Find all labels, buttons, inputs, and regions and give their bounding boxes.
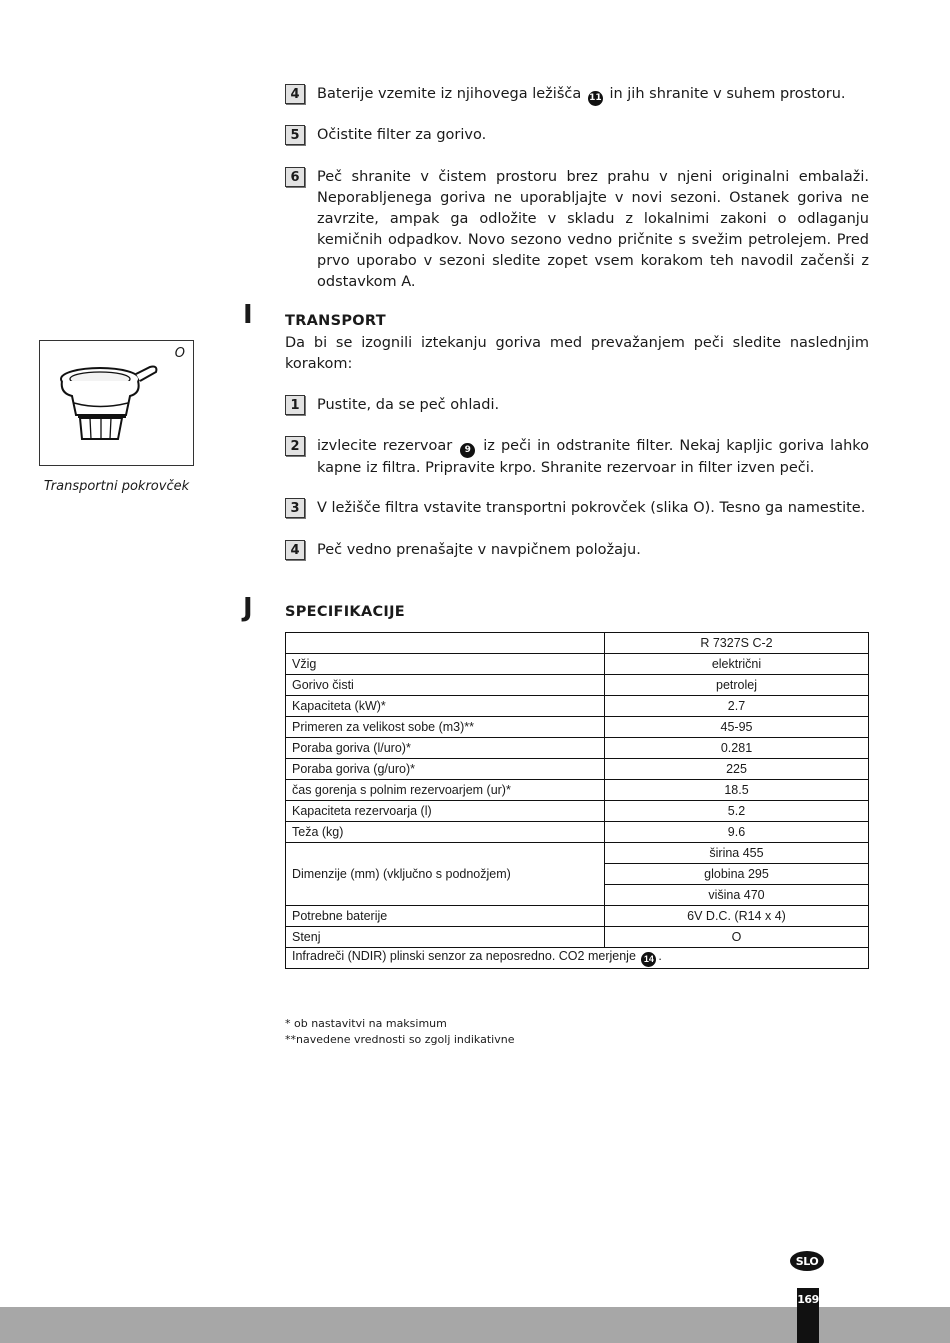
table-row <box>286 780 869 801</box>
spec-label: čas gorenja s polnim rezervoarjem (ur)* <box>286 780 605 801</box>
spec-label: Teža (kg) <box>286 822 605 843</box>
table-row <box>286 675 869 696</box>
spec-value: 45-95 <box>605 717 869 738</box>
section-title-specifikacije: SPECIFIKACIJE <box>285 604 406 620</box>
step-6-top <box>285 167 869 293</box>
spec-value: 9.6 <box>605 822 869 843</box>
spec-value: globina 295 <box>605 864 869 885</box>
reference-number-icon: 11 <box>588 91 603 106</box>
spec-label: Potrebne baterije <box>286 906 605 927</box>
reference-number-icon: 14 <box>641 952 656 967</box>
step-text: izvlecite rezervoar 9 iz peči in odstranite filter. Nekaj kapljic goriva lahko kapne iz filtra. Pripravite krpo. Shranite rezervoar in filter izven peči. <box>317 438 870 476</box>
table-row <box>286 738 869 759</box>
spec-label: Kapaciteta (kW)* <box>286 696 605 717</box>
step-number: 5 <box>285 125 305 145</box>
sensor-row: Infradreči (NDIR) plinski senzor za neposredno. CO2 merjenje 14 . <box>286 948 869 969</box>
spec-value: 2.7 <box>605 696 869 717</box>
table-row <box>286 654 869 675</box>
step-text: Peč vedno prenašajte v navpičnem položaju. <box>317 542 641 558</box>
step-text: Baterije vzemite iz njihovega ležišča 11 in jih shranite v suhem prostoru. <box>317 84 869 106</box>
specifications-table <box>285 632 869 969</box>
section-letter-i: I <box>243 300 253 330</box>
transport-step-4 <box>285 540 869 561</box>
step-text: Očistite filter za gorivo. <box>317 127 487 143</box>
spec-value: širina 455 <box>605 843 869 864</box>
step-number: 2 <box>285 436 305 456</box>
table-row <box>286 717 869 738</box>
step-number: 3 <box>285 498 305 518</box>
section-title-transport: TRANSPORT <box>285 313 386 329</box>
spec-label: Primeren za velikost sobe (m3)** <box>286 717 605 738</box>
step-text: V ležišče filtra vstavite transportni pokrovček (slika O). Tesno ga namestite. <box>317 500 866 516</box>
language-badge: SLO <box>790 1251 824 1271</box>
spec-label: Stenj <box>286 927 605 948</box>
table-row <box>286 906 869 927</box>
table-cell <box>286 633 605 654</box>
spec-label: Dimenzije (mm) (vključno s podnožjem) <box>286 843 605 906</box>
spec-label: Gorivo čisti <box>286 675 605 696</box>
figure-letter: O <box>174 346 185 361</box>
spec-value: 0.281 <box>605 738 869 759</box>
spec-value: višina 470 <box>605 885 869 906</box>
step-number: 4 <box>285 540 305 560</box>
step-5-top <box>285 125 869 146</box>
spec-label: Kapaciteta rezervoarja (l) <box>286 801 605 822</box>
transport-step-1 <box>285 395 869 416</box>
table-row <box>286 633 869 654</box>
figure-o <box>39 340 194 466</box>
spec-value: 6V D.C. (R14 x 4) <box>605 906 869 927</box>
spec-value: električni <box>605 654 869 675</box>
table-row <box>286 696 869 717</box>
spec-label: Poraba goriva (l/uro)* <box>286 738 605 759</box>
section-intro: Da bi se izognili iztekanju goriva med prevažanjem peči sledite naslednjim korakom: <box>285 335 869 372</box>
page-number: 169 <box>797 1288 819 1343</box>
spec-value: petrolej <box>605 675 869 696</box>
transport-step-3 <box>285 498 869 519</box>
spec-value: 5.2 <box>605 801 869 822</box>
model-header: R 7327S C-2 <box>605 633 869 654</box>
table-row <box>286 759 869 780</box>
table-row <box>286 927 869 948</box>
spec-value: 225 <box>605 759 869 780</box>
footnote: **navedene vrednosti so zgolj indikativne <box>285 1033 515 1046</box>
reference-number-icon: 9 <box>460 443 475 458</box>
figure-caption: Transportni pokrovček <box>43 479 190 494</box>
table-row <box>286 843 869 864</box>
spec-value: 18.5 <box>605 780 869 801</box>
table-row <box>286 822 869 843</box>
spec-label: Poraba goriva (g/uro)* <box>286 759 605 780</box>
spec-label: Vžig <box>286 654 605 675</box>
transport-cap-illustration-icon <box>40 341 195 467</box>
step-number: 4 <box>285 84 305 104</box>
transport-step-2 <box>285 436 869 479</box>
table-row <box>286 801 869 822</box>
step-text: Peč shranite v čistem prostoru brez prahu v njeni originalni embalaži. Neporabljenega goriva ne uporabljajte v novi sezoni. Ostanek goriva ne zavrzite, ampak ga odložite v skladu z lokalnimi zakoni o odlaganju kemičnih odpadkov. Novo sezono vedno pričnite s svežim petrolejem. Pred prvo uporabo v sezoni sledite zopet vsem korakom teh navodil začenši z odstavkom A. <box>317 169 869 290</box>
spec-value: O <box>605 927 869 948</box>
footnote: * ob nastavitvi na maksimum <box>285 1017 447 1030</box>
table-row <box>286 948 869 969</box>
step-4-top <box>285 84 869 106</box>
step-number: 1 <box>285 395 305 415</box>
section-letter-j: J <box>243 593 253 623</box>
step-text: Pustite, da se peč ohladi. <box>317 397 500 413</box>
step-number: 6 <box>285 167 305 187</box>
